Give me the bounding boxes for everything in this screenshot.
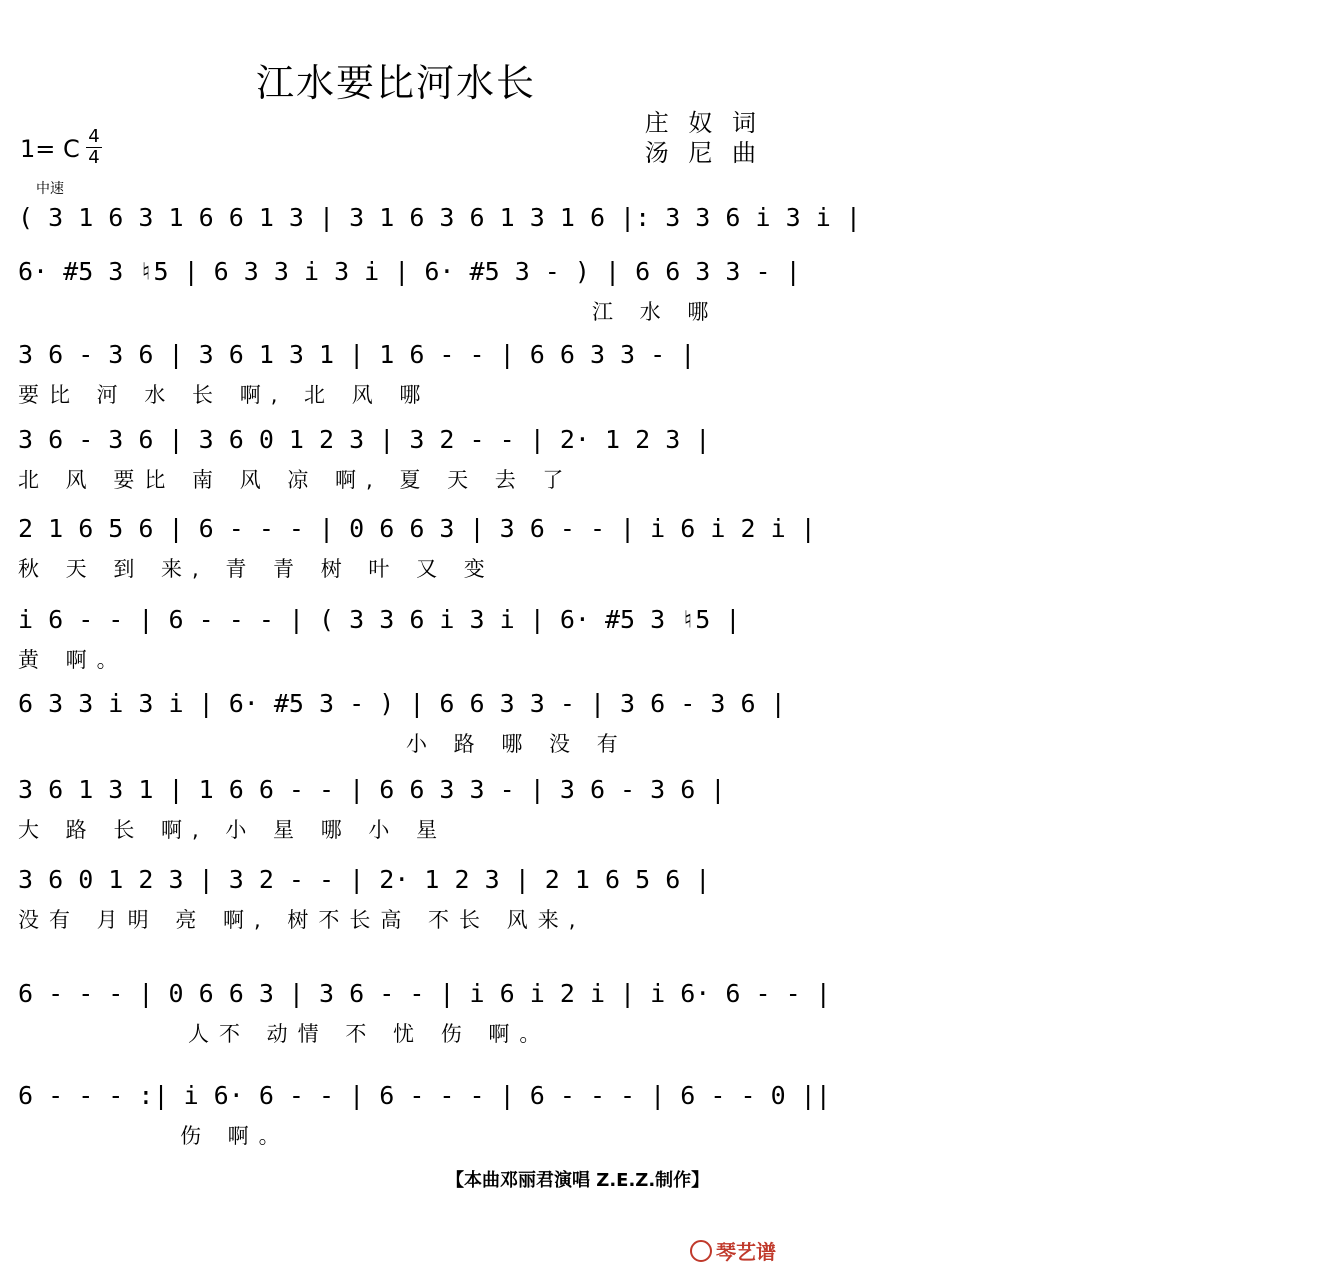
tempo-marking: 中速: [36, 181, 64, 197]
notes-line: 3 6 0 1 2 3 | 3 2 - - | 2· 1 2 3 | 2 1 6 5 6 |: [18, 865, 711, 894]
notes-line: i 6 - - | 6 - - - | ( 3 3 6 i 3 i | 6· #5 3 ♮5 |: [18, 605, 741, 634]
notes-line: 3 6 - 3 6 | 3 6 0 1 2 3 | 3 2 - - | 2· 1 2 3 |: [18, 425, 711, 454]
lyricist: 庄 奴 词: [644, 109, 762, 137]
time-top: 4: [88, 126, 100, 147]
notes-line: ( 3 1 6 3 1 6 6 1 3 | 3 1 6 3 6 1 3 1 6 |: 3 3 6 i 3 i |: [18, 203, 861, 232]
site-logo: [690, 1236, 776, 1265]
lyrics-line: 伤 啊。: [180, 1124, 290, 1148]
notes-line: 3 6 - 3 6 | 3 6 1 3 1 | 1 6 - - | 6 6 3 3 - |: [18, 340, 696, 369]
song-title: 江水要比河水长: [255, 61, 536, 105]
lyrics-line: 秋 天 到 来, 青 青 树 叶 又 变: [18, 557, 495, 581]
key-signature: 1= C: [20, 135, 80, 163]
score-system: [18, 333, 770, 409]
score-system: [18, 768, 770, 844]
lyrics-line: 黄 啊。: [18, 648, 128, 672]
notes-line: 3 6 1 3 1 | 1 6 6 - - | 6 6 3 3 - | 3 6 - 3 6 |: [18, 775, 726, 804]
logo-icon: [690, 1240, 712, 1262]
score-system: [18, 507, 816, 583]
notes-line: 2 1 6 5 6 | 6 - - - | 0 6 6 3 | 3 6 - - | i 6 i 2 i |: [18, 514, 816, 543]
lyrics-line: 要比 河 水 长 啊, 北 风 哪: [18, 383, 431, 407]
score-system: [18, 418, 770, 494]
score-system: [18, 250, 801, 326]
score-system: [18, 598, 770, 674]
lyrics-line: 人不 动情 不 忧 伤 啊。: [188, 1022, 551, 1046]
credits: [645, 108, 762, 168]
notes-line: 6 - - - | 0 6 6 3 | 3 6 - - | i 6 i 2 i | i 6· 6 - - |: [18, 979, 831, 1008]
lyrics-line: 江 水 哪: [592, 300, 719, 324]
time-signature: [86, 128, 102, 167]
footer-credit: 【本曲邓丽君演唱 Z.E.Z.制作】: [446, 1170, 710, 1191]
lyrics-line: 小 路 哪 没 有: [406, 732, 628, 756]
composer: 汤 尼 曲: [644, 139, 762, 167]
time-bottom: 4: [88, 147, 100, 168]
lyrics-line: 没有 月明 亮 啊, 树不长高 不长 风来,: [18, 908, 586, 932]
score-system: [18, 1074, 831, 1150]
score-system: [18, 682, 786, 758]
lyrics-line: 北 风 要比 南 风 凉 啊, 夏 天 去 了: [18, 468, 574, 492]
score-system: [18, 858, 770, 934]
notes-line: 6 3 3 i 3 i | 6· #5 3 - ) | 6 6 3 3 - | 3 6 - 3 6 |: [18, 689, 786, 718]
logo-text: 琴艺谱: [716, 1240, 776, 1264]
notes-line: 6· #5 3 ♮5 | 6 3 3 i 3 i | 6· #5 3 - ) | 6 6 3 3 - |: [18, 257, 801, 286]
score-system: [18, 972, 831, 1048]
notes-line: 6 - - - :| i 6· 6 - - | 6 - - - | 6 - - - | 6 - - 0 ||: [18, 1081, 831, 1110]
lyrics-line: 大 路 长 啊, 小 星 哪 小 星: [18, 818, 448, 842]
